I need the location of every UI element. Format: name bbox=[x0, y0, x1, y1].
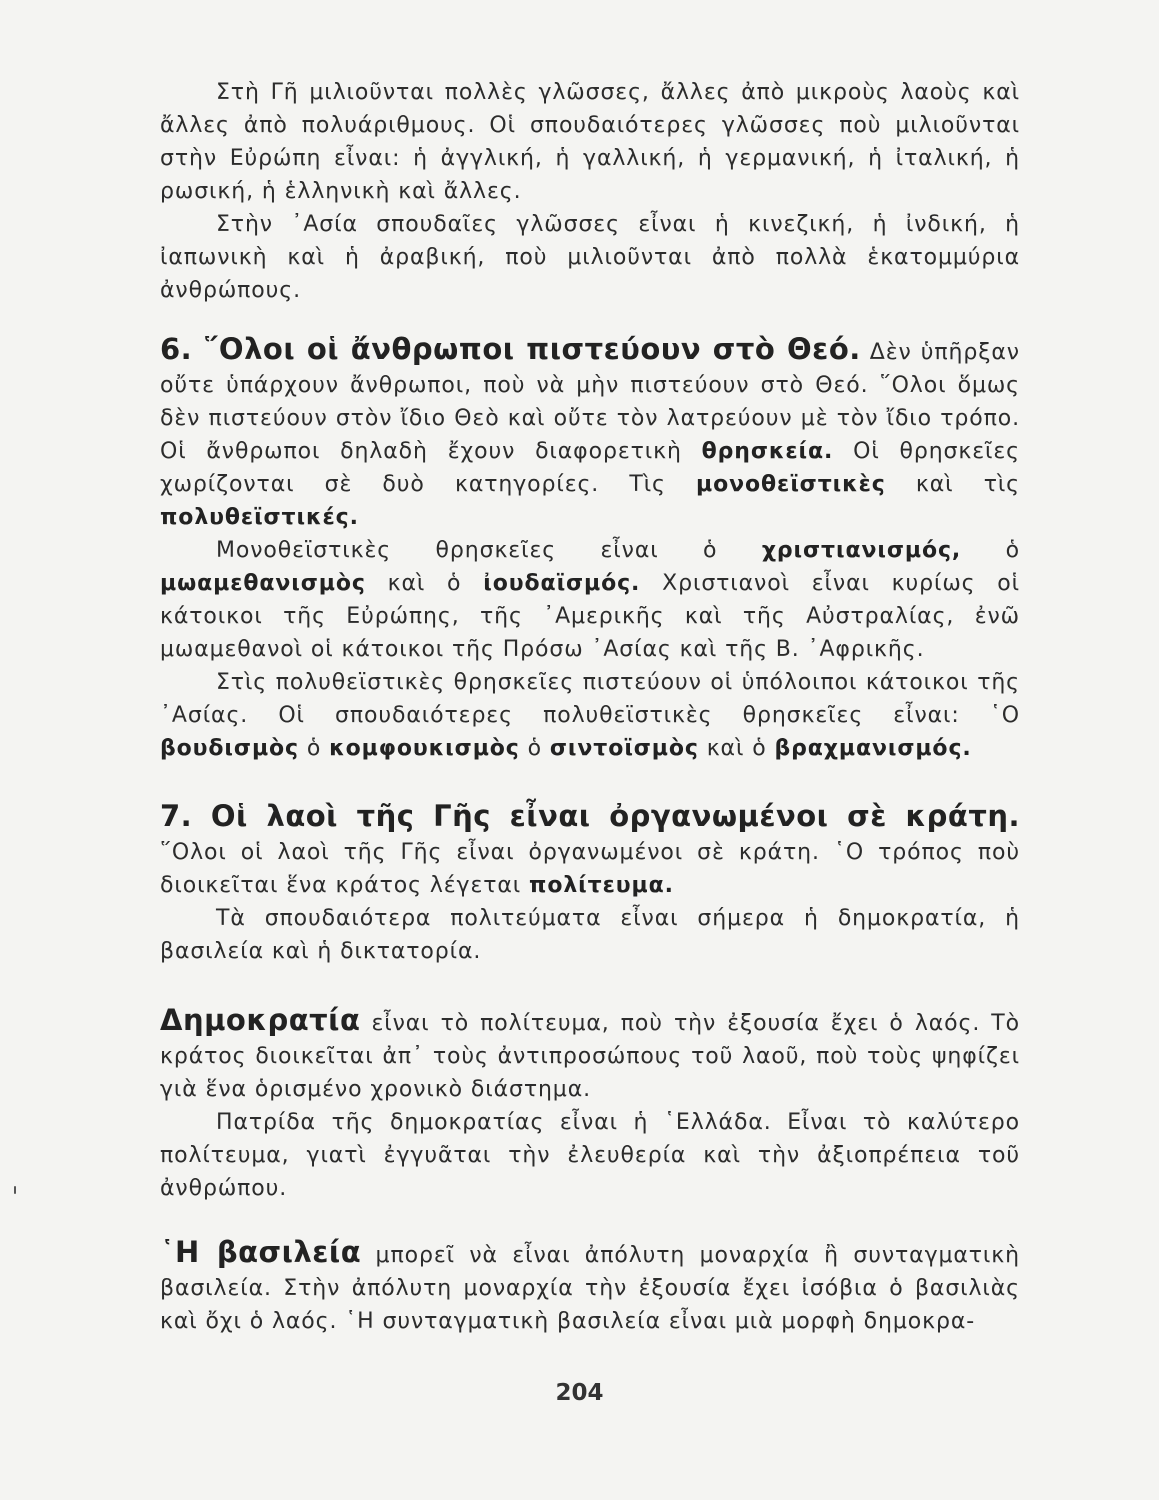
term-christianity: χριστιανισμός, bbox=[761, 538, 962, 563]
paragraph-languages-europe: Στὴ Γῆ μιλιοῦνται πολλὲς γλῶσσες, ἄλλες ἀπὸ μικροὺς λαοὺς καὶ ἄλλες ἀπὸ πολυάριθμους. Οἱ σπουδαιότερες γλῶσσες ποὺ μιλιοῦνται στὴν Εὐρώπη εἶναι: ἡ ἀγγλική, ἡ γαλλική, ἡ γερμανική, ἡ ἰταλική, ἡ ρωσική, ἡ ἑλληνικὴ καὶ ἄλλες. bbox=[160, 80, 1020, 204]
term-confucianism: κομφουκισμὸς bbox=[329, 736, 520, 761]
term-judaism: ἰουδαϊσμός. bbox=[483, 571, 641, 596]
scan-speck bbox=[14, 1186, 16, 1194]
term-shinto: σιντοϊσμὸς bbox=[549, 736, 699, 761]
section-6-heading: 6. ῞Ολοι οἱ ἄνθρωποι πιστεύουν στὸ Θεό. bbox=[160, 332, 861, 366]
term-regime: πολίτευμα. bbox=[529, 873, 674, 898]
page-number: 204 bbox=[555, 1380, 604, 1406]
section-7-paragraph-1: 7. Οἱ λαοὶ τῆς Γῆς εἶναι ὀργανωμένοι σὲ κράτη. ῞Ολοι οἱ λαοὶ τῆς Γῆς εἶναι ὀργανωμένοι σὲ κράτη. ῾Ο τρόπος ποὺ διοικεῖται ἕνα κράτος λέγεται πολίτευμα. bbox=[160, 799, 1020, 898]
democracy-paragraph-2: Πατρίδα τῆς δημοκρατίας εἶναι ἡ ῾Ελλάδα. Εἶναι τὸ καλύτερο πολίτευμα, γιατὶ ἐγγυᾶται τὴν ἐλευθερία καὶ τὴν ἀξιοπρέπεια τοῦ ἀνθρώπου. bbox=[160, 1110, 1020, 1201]
section-7-heading: 7. Οἱ λαοὶ τῆς Γῆς εἶναι ὀργανωμένοι σὲ κράτη. bbox=[160, 799, 1020, 833]
term-religion: θρησκεία. bbox=[701, 439, 834, 464]
democracy-heading: Δημοκρατία bbox=[160, 1003, 361, 1037]
languages-block bbox=[160, 76, 1020, 307]
term-buddhism: βουδισμὸς bbox=[160, 736, 299, 761]
democracy-block bbox=[160, 1004, 1020, 1205]
term-polytheistic: πολυθεϊστικές. bbox=[160, 505, 359, 530]
democracy-paragraph-1: Δημοκρατία εἶναι τὸ πολίτευμα, ποὺ τὴν ἐξουσία ἔχει ὁ λαός. Τὸ κράτος διοικεῖται ἀπ᾽ τοὺς ἀντιπροσώπους τοῦ λαοῦ, ποὺ τοὺς ψηφίζει γιὰ ἕνα ὁρισμένο χρονικὸ διάστημα. bbox=[160, 1003, 1020, 1102]
section-7-paragraph-2: Τὰ σπουδαιότερα πολιτεύματα εἶναι σήμερα ἡ δημοκρατία, ἡ βασιλεία καὶ ἡ δικτατορία. bbox=[160, 906, 1020, 964]
section-6-paragraph-2: Μονοθεϊστικὲς θρησκεῖες εἶναι ὁ χριστιανισμός, ὁ μωαμεθανισμὸς καὶ ὁ ἰουδαϊσμός. Χριστιανοὶ εἶναι κυρίως οἱ κάτοικοι τῆς Εὐρώπης, τῆς ᾽Αμερικῆς καὶ τῆς Αὐστραλίας, ἐνῶ μωαμεθανοὶ οἱ κάτοικοι τῆς Πρόσω ᾽Ασίας καὶ τῆς Β. ᾽Αφρικῆς. bbox=[160, 538, 1020, 662]
section-6-paragraph-1: 6. ῞Ολοι οἱ ἄνθρωποι πιστεύουν στὸ Θεό. Δὲν ὑπῆρξαν οὔτε ὑπάρχουν ἄνθρωποι, ποὺ νὰ μὴν πιστεύουν στὸ Θεό. ῞Ολοι ὅμως δὲν πιστεύουν στὸν ἴδιο Θεὸ καὶ οὔτε τὸν λατρεύουν μὲ τὸν ἴδιο τρόπο. Οἱ ἄνθρωποι δηλαδὴ ἔχουν διαφορετικὴ θρησκεία. Οἱ θρησκεῖες χωρίζονται σὲ δυὸ κατηγορίες. Τὶς μονοθεϊστικὲς καὶ τὶς πολυθεϊστικές. bbox=[160, 332, 1020, 530]
section-6-paragraph-3: Στὶς πολυθεϊστικὲς θρησκεῖες πιστεύουν οἱ ὑπόλοιποι κάτοικοι τῆς ᾽Ασίας. Οἱ σπουδαιότερες πολυθεϊστικὲς θρησκεῖες εἶναι: ῾Ο βουδισμὸς ὁ κομφουκισμὸς ὁ σιντοϊσμὸς καὶ ὁ βραχμανισμός. bbox=[160, 670, 1020, 761]
term-brahmanism: βραχμανισμός. bbox=[774, 736, 972, 761]
monarchy-paragraph-1: ῾Η βασιλεία μπορεῖ νὰ εἶναι ἀπόλυτη μοναρχία ἢ συνταγματικὴ βασιλεία. Στὴν ἀπόλυτη μοναρχία τὴν ἐξουσία ἔχει ἰσόβια ὁ βασιλιὰς καὶ ὄχι ὁ λαός. ῾Η συνταγματικὴ βασιλεία εἶναι μιὰ μορφὴ δημοκρα- bbox=[160, 1235, 1020, 1334]
term-monotheistic: μονοθεϊστικὲς bbox=[696, 472, 886, 497]
paragraph-languages-asia: Στὴν ᾽Ασία σπουδαῖες γλῶσσες εἶναι ἡ κινεζική, ἡ ἰνδική, ἡ ἰαπωνικὴ καὶ ἡ ἀραβική, ποὺ μιλιοῦνται ἀπὸ πολλὰ ἑκατομμύρια ἀνθρώπους. bbox=[160, 212, 1020, 303]
monarchy-heading: ῾Η βασιλεία bbox=[160, 1235, 362, 1269]
section-6-religion bbox=[160, 333, 1020, 765]
term-islam: μωαμεθανισμὸς bbox=[160, 571, 366, 596]
monarchy-block bbox=[160, 1236, 1020, 1338]
section-7-states bbox=[160, 800, 1020, 968]
